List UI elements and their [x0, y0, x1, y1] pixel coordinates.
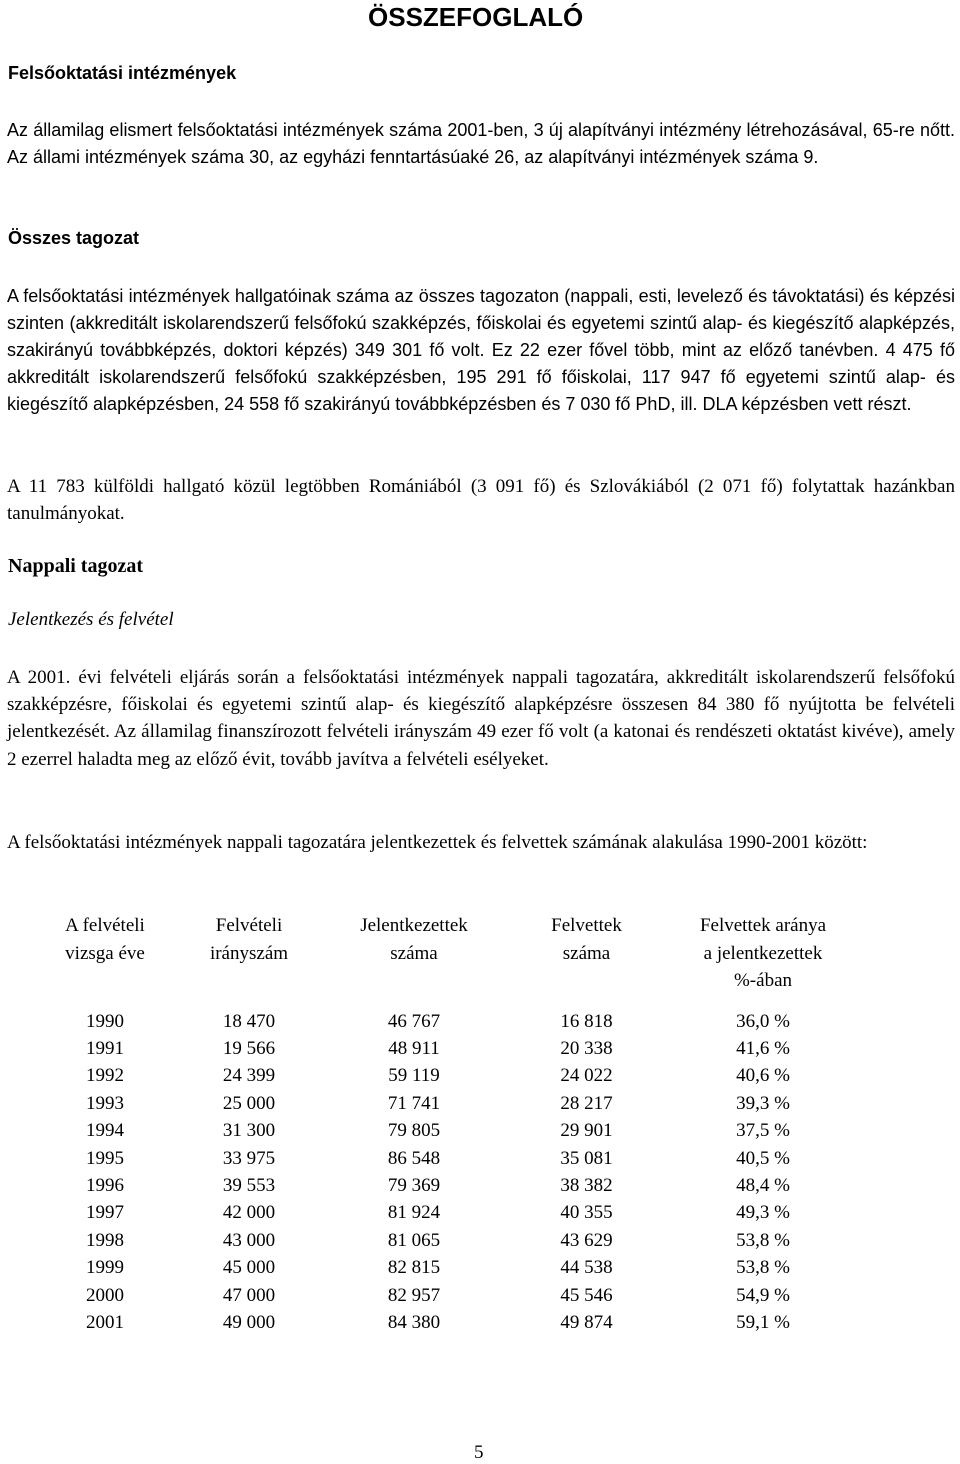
cell-applicants: 48 911	[388, 1037, 440, 1059]
table-row	[40, 1199, 853, 1226]
cell-year: 1996	[86, 1174, 124, 1196]
cell-ratio: 40,6 %	[736, 1065, 790, 1087]
cell-target: 19 566	[222, 1037, 276, 1059]
cell-admitted: 28 217	[560, 1092, 613, 1114]
cell-year: 1999	[86, 1257, 124, 1279]
cell-ratio: 59,1 %	[736, 1311, 790, 1333]
cell-applicants: 59 119	[388, 1065, 440, 1087]
cell-applicants: 81 924	[387, 1202, 441, 1224]
cell-admitted: 20 338	[560, 1037, 613, 1059]
cell-ratio: 49,3 %	[736, 1202, 790, 1224]
table-row	[40, 1145, 853, 1172]
cell-admitted: 16 818	[560, 1010, 613, 1032]
section-heading-all-modes: Összes tagozat	[8, 228, 140, 248]
page-number: 5	[474, 1442, 484, 1463]
cell-ratio: 53,8 %	[736, 1229, 790, 1251]
table-row	[40, 1035, 853, 1062]
cell-year: 1991	[86, 1037, 124, 1059]
cell-ratio: 39,3 %	[736, 1092, 790, 1114]
admissions-table	[40, 912, 853, 1336]
table-row	[40, 1227, 853, 1254]
cell-applicants: 82 957	[387, 1284, 441, 1306]
table-header-row	[40, 912, 853, 1008]
cell-target: 42 000	[222, 1202, 276, 1224]
cell-admitted: 35 081	[560, 1147, 613, 1169]
cell-applicants: 79 369	[387, 1174, 441, 1196]
admission-paragraph-1: A 2001. évi felvételi eljárás során a felsőoktatási intézmények nappali tagozatára, akkreditált iskolarendszerű felsőfokú szakképzésre, főiskolai és egyetemi szintű alap- és kiegészítő alapképzésre összesen 84 380 fő nyújtotta be felvételi jelentkezését. Az államilag finanszírozott felvételi irányszám 49 ezer fő volt (a katonai és rendészeti oktatást kivéve), amely 2 ezerrel haladta meg az előző évit, tovább javítva a felvételi esélyeket.	[7, 667, 955, 770]
cell-year: 1997	[86, 1202, 124, 1224]
subsection-heading-admission: Jelentkezés és felvétel	[8, 609, 174, 630]
cell-year: 2001	[86, 1311, 124, 1333]
cell-year: 1994	[86, 1120, 124, 1142]
table-row	[40, 1062, 853, 1089]
cell-year: 1990	[86, 1010, 124, 1032]
cell-admitted: 24 022	[560, 1065, 613, 1087]
cell-year: 1992	[86, 1065, 124, 1087]
cell-admitted: 44 538	[560, 1257, 613, 1279]
cell-applicants: 84 380	[387, 1311, 441, 1333]
header-applicants: Jelentkezettek száma	[360, 915, 468, 964]
admission-paragraph-2: A felsőoktatási intézmények nappali tagozatára jelentkezettek és felvettek számának alakulása 1990-2001 között:	[7, 832, 868, 853]
cell-applicants: 46 767	[387, 1010, 441, 1032]
cell-target: 45 000	[222, 1257, 276, 1279]
cell-ratio: 48,4 %	[736, 1174, 790, 1196]
section-heading-full-time: Nappali tagozat	[8, 555, 143, 577]
table-row	[40, 1008, 853, 1035]
table-row	[40, 1117, 853, 1144]
table-row	[40, 1090, 853, 1117]
table-row	[40, 1309, 853, 1336]
all-modes-paragraph-2: A 11 783 külföldi hallgató közül legtöbben Romániából (3 091 fő) és Szlovákiából (2 071 fő) folytattak hazánkban tanulmányokat.	[7, 476, 955, 525]
header-admission-ratio: Felvettek aránya a jelentkezettek %-ában	[699, 915, 827, 991]
header-target-number: Felvételi irányszám	[209, 915, 289, 964]
table-row	[40, 1282, 853, 1309]
cell-ratio: 36,0 %	[736, 1010, 790, 1032]
cell-year: 2000	[86, 1284, 124, 1306]
cell-target: 24 399	[222, 1065, 276, 1087]
cell-admitted: 38 382	[560, 1174, 613, 1196]
cell-applicants: 82 815	[387, 1257, 441, 1279]
cell-target: 49 000	[222, 1311, 276, 1333]
cell-year: 1998	[86, 1229, 124, 1251]
cell-year: 1995	[86, 1147, 124, 1169]
cell-target: 33 975	[222, 1147, 276, 1169]
cell-ratio: 40,5 %	[736, 1147, 790, 1169]
cell-target: 31 300	[222, 1120, 276, 1142]
cell-target: 39 553	[222, 1174, 276, 1196]
cell-target: 43 000	[222, 1229, 276, 1251]
cell-admitted: 43 629	[560, 1229, 613, 1251]
cell-applicants: 86 548	[387, 1147, 441, 1169]
table-row	[40, 1254, 853, 1281]
cell-target: 25 000	[222, 1092, 276, 1114]
cell-ratio: 37,5 %	[736, 1120, 790, 1142]
section-heading-institutions: Felsőoktatási intézmények	[8, 63, 237, 83]
cell-year: 1993	[86, 1092, 124, 1114]
cell-admitted: 49 874	[560, 1311, 613, 1333]
header-admitted: Felvettek száma	[551, 915, 622, 964]
cell-admitted: 40 355	[560, 1202, 613, 1224]
all-modes-paragraph-1: A felsőoktatási intézmények hallgatóinak száma az összes tagozaton (nappali, esti, levelező és távoktatási) és képzési szinten (akkreditált iskolarendszerű felsőfokú szakképzés, főiskolai és egyetemi szintű alap- és kiegészítő alapképzés, szakirányú továbbképzés, doktori képzés) 349 301 fő volt. Ez 22 ezer fővel több, mint az előző tanévben. 4 475 fő akkreditált iskolarendszerű felsőfokú szakképzésben, 195 291 fő főiskolai, 117 947 fő egyetemi szintű alap- és kiegészítő alapképzésben, 24 558 fő szakirányú továbbképzésben és 7 030 fő PhD, ill. DLA képzésben vett részt.	[7, 286, 955, 414]
cell-admitted: 29 901	[560, 1120, 613, 1142]
cell-ratio: 54,9 %	[736, 1284, 790, 1306]
institutions-paragraph: Az államilag elismert felsőoktatási intézmények száma 2001-ben, 3 új alapítványi intézmény létrehozásával, 65-re nőtt. Az állami intézmények száma 30, az egyházi fenntartásúaké 26, az alapítványi intézmények száma 9.	[7, 120, 955, 167]
cell-ratio: 41,6 %	[736, 1037, 790, 1059]
cell-applicants: 79 805	[387, 1120, 441, 1142]
cell-applicants: 71 741	[387, 1092, 441, 1114]
cell-admitted: 45 546	[560, 1284, 613, 1306]
cell-target: 47 000	[222, 1284, 276, 1306]
cell-applicants: 81 065	[387, 1229, 441, 1251]
table-row	[40, 1172, 853, 1199]
header-exam-year: A felvételi vizsga éve	[65, 915, 145, 964]
cell-ratio: 53,8 %	[736, 1257, 790, 1279]
page-title: ÖSSZEFOGLALÓ	[368, 2, 584, 32]
cell-target: 18 470	[222, 1010, 276, 1032]
